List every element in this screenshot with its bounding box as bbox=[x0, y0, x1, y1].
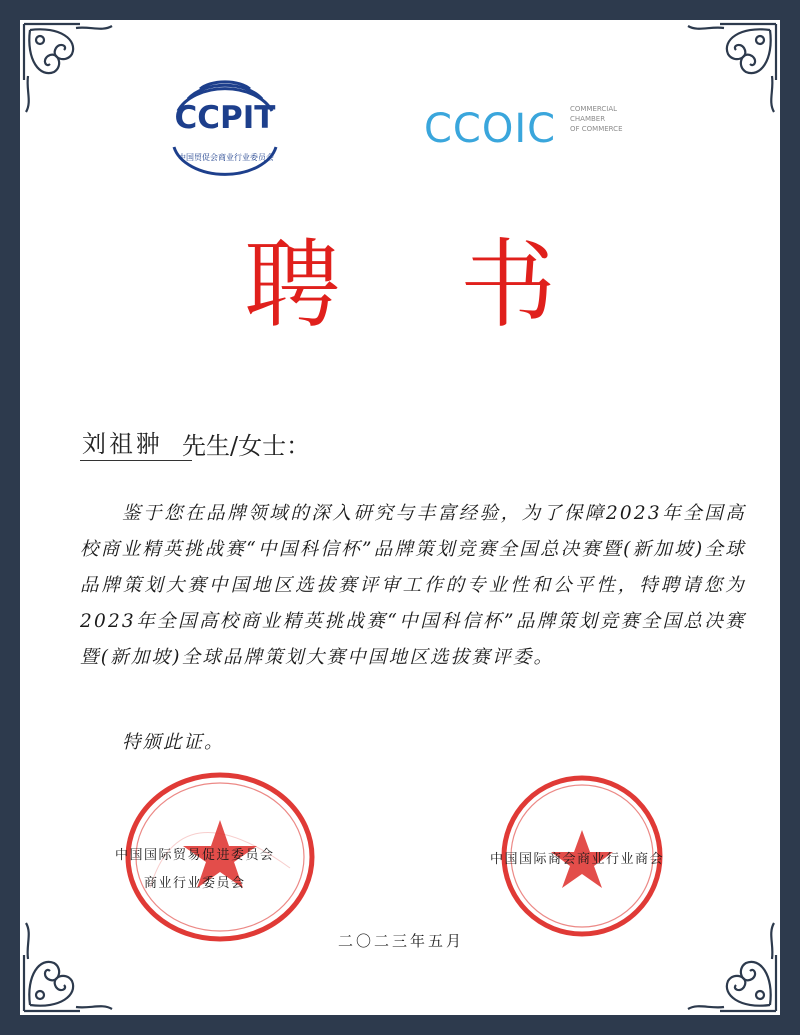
issue-date: 二〇二三年五月 bbox=[338, 932, 465, 950]
ccpit-logo-subtext: 中国贸促会商业行业委员会 bbox=[178, 153, 274, 162]
ccoic-side-line: CHAMBER bbox=[570, 115, 606, 123]
ccpit-logo-text: CCPIT bbox=[174, 100, 276, 136]
certificate-body: 鉴于您在品牌领域的深入研究与丰富经验，为了保障2023年全国高校商业精英挑战赛“中国科信杯”品牌策划竞赛全国总决赛暨(新加坡)全球品牌策划大赛中国地区选拔赛评审工作的专业性和公平性，特聘请您为2023年全国高校商业精英挑战赛“中国科信杯”品牌策划竞赛全国总决赛暨(新加坡)全球品牌策划大赛中国地区选拔赛评委。 bbox=[80, 503, 746, 668]
left-org-name-line2: 商业行业委员会 bbox=[144, 876, 246, 891]
corner-ornament-top-left bbox=[20, 20, 120, 120]
ccoic-logo-side-text bbox=[570, 104, 660, 134]
left-org-name-line1: 中国国际贸易促进委员会 bbox=[115, 848, 275, 863]
corner-ornament-top-right bbox=[680, 20, 780, 120]
right-org-name: 中国国际商会商业行业商会 bbox=[490, 852, 665, 867]
corner-ornament-bottom-left bbox=[20, 915, 120, 1015]
ccoic-side-line: COMMERCIAL bbox=[570, 105, 618, 113]
salutation: 先生/女士： bbox=[182, 432, 311, 460]
certificate-title: 聘书 bbox=[244, 229, 676, 341]
closing-text: 特颁此证。 bbox=[122, 732, 225, 753]
certificate-page bbox=[20, 20, 780, 1015]
recipient-name: 刘祖翀 bbox=[80, 428, 192, 461]
ccoic-side-line: OF COMMERCE bbox=[570, 125, 623, 133]
ccoic-logo-text: CCOIC bbox=[424, 106, 557, 152]
corner-ornament-bottom-right bbox=[680, 915, 780, 1015]
